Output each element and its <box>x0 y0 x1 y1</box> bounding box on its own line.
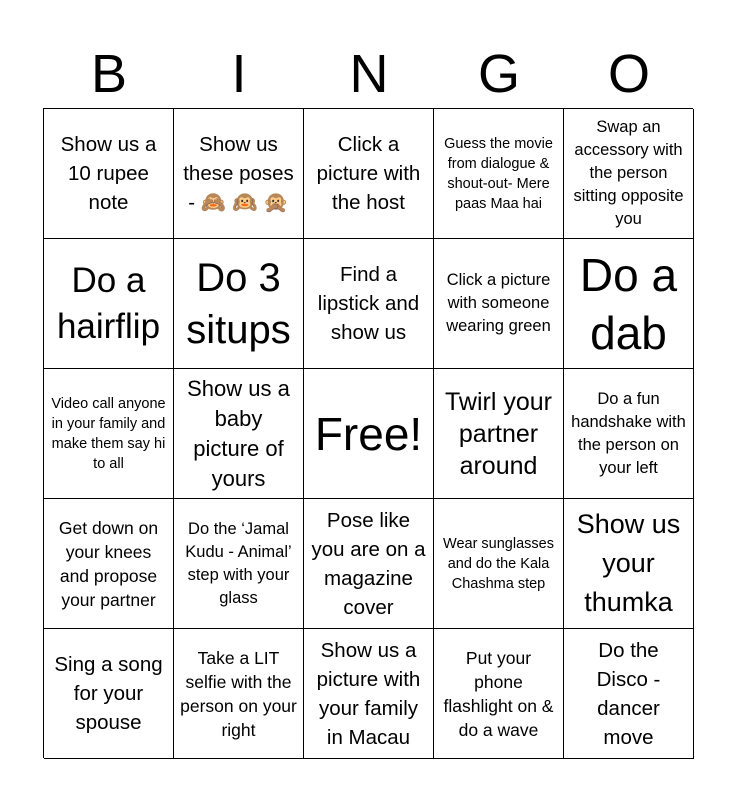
bingo-cell-r2-c4[interactable] <box>434 239 564 369</box>
bingo-cell-r1-c5[interactable] <box>564 109 694 239</box>
bingo-cell-r4-c2[interactable] <box>174 499 304 629</box>
bingo-cell-r5-c5[interactable] <box>564 629 694 759</box>
cell-text: Find a lipstick and show us <box>317 263 420 344</box>
cell-text: Twirl your partner around <box>445 387 552 480</box>
bingo-cell-r4-c3[interactable] <box>304 499 434 629</box>
cell-text: Do the Disco - dancer move <box>596 638 661 749</box>
cell-text: Do 3 situps <box>186 255 291 352</box>
bingo-cell-r3-c1[interactable] <box>44 369 174 499</box>
cell-text: Click a picture with the host <box>316 133 421 214</box>
bingo-header <box>44 40 694 108</box>
cell-text: Show us a baby picture of yours <box>187 375 290 491</box>
bingo-cell-r5-c4[interactable] <box>434 629 564 759</box>
cell-text: Pose like you are on a magazine cover <box>311 508 426 619</box>
cell-text: Sing a song for your spouse <box>54 653 163 734</box>
bingo-cell-r1-c3[interactable] <box>304 109 434 239</box>
cell-text: Video call anyone in your family and make them say hi to all <box>51 395 166 472</box>
cell-text: Click a picture with someone wearing green <box>446 271 551 335</box>
bingo-cell-free[interactable] <box>304 369 434 499</box>
bingo-cell-r2-c2[interactable] <box>174 239 304 369</box>
cell-text: Do a hairflip <box>56 260 161 346</box>
bingo-cell-r4-c1[interactable] <box>44 499 174 629</box>
cell-text: Guess the movie from dialogue & shout-out- Mere paas Maa hai <box>444 135 553 212</box>
cell-text: Swap an accessory with the person sitting opposite you <box>573 118 684 228</box>
cell-text: Do a dab <box>579 248 678 359</box>
cell-text: Free! <box>314 407 423 460</box>
bingo-cell-r3-c4[interactable] <box>434 369 564 499</box>
bingo-cell-r4-c5[interactable] <box>564 499 694 629</box>
bingo-cell-r5-c1[interactable] <box>44 629 174 759</box>
bingo-cell-r3-c5[interactable] <box>564 369 694 499</box>
bingo-cell-r2-c5[interactable] <box>564 239 694 369</box>
bingo-cell-r1-c1[interactable] <box>44 109 174 239</box>
bingo-cell-r2-c1[interactable] <box>44 239 174 369</box>
cell-text: Put your phone flashlight on & do a wave <box>443 647 554 740</box>
header-letter-n: N <box>349 44 389 104</box>
bingo-cell-r3-c2[interactable] <box>174 369 304 499</box>
cell-text: Wear sunglasses and do the Kala Chashma step <box>443 535 554 592</box>
bingo-cell-r1-c2[interactable] <box>174 109 304 239</box>
cell-text: Show us your thumka <box>576 509 681 617</box>
bingo-cell-r2-c3[interactable] <box>304 239 434 369</box>
header-letter-b: B <box>90 44 128 104</box>
cell-text: Show us a 10 rupee note <box>60 133 157 214</box>
cell-text: Take a LIT selfie with the person on your right <box>180 647 297 740</box>
cell-text: Show us a picture with your family in Macau <box>316 638 421 749</box>
cell-text: Get down on your knees and propose your partner <box>58 517 159 610</box>
header-letter-o: O <box>607 44 650 104</box>
cell-text: Show us these poses - 🙈 🙉 🙊 <box>183 133 294 214</box>
header-letter-g: G <box>477 44 520 104</box>
bingo-cell-r5-c3[interactable] <box>304 629 434 759</box>
header-letter-i: I <box>231 44 247 104</box>
bingo-cell-r4-c4[interactable] <box>434 499 564 629</box>
bingo-card-grid <box>43 108 693 758</box>
bingo-cell-r5-c2[interactable] <box>174 629 304 759</box>
bingo-cell-r1-c4[interactable] <box>434 109 564 239</box>
cell-text: Do the ‘Jamal Kudu - Animal’ step with your glass <box>185 519 292 607</box>
cell-text: Do a fun handshake with the person on your left <box>571 389 686 477</box>
